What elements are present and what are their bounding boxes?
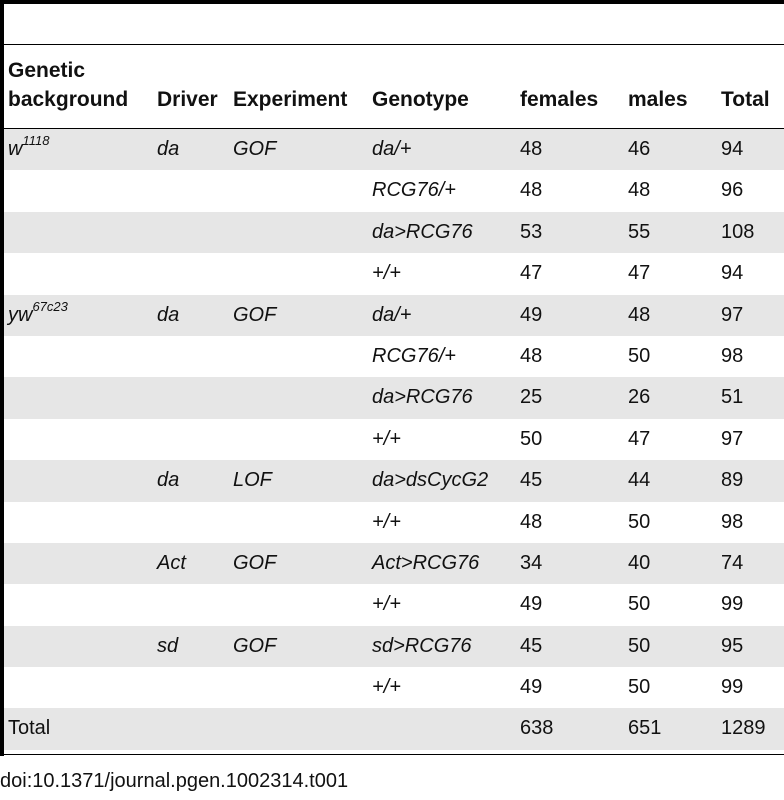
cell-males: 50	[628, 676, 651, 699]
cell-females: 25	[520, 386, 543, 409]
cell-males: 44	[628, 469, 651, 492]
cell-females: 45	[520, 469, 543, 492]
cell-males: 26	[628, 386, 651, 409]
cell-total: 108	[721, 220, 755, 243]
cell-females: 48	[520, 179, 543, 202]
cell-total: 51	[721, 386, 744, 409]
cell-females: 34	[520, 551, 543, 574]
background-name: w	[8, 138, 23, 160]
cell-genotype: +/+	[372, 262, 401, 285]
cell-total: 94	[721, 262, 744, 285]
total-males: 651	[628, 717, 662, 740]
cell-males: 55	[628, 220, 651, 243]
cell-males: 50	[628, 510, 651, 533]
cell-females: 49	[520, 303, 543, 326]
cell-males: 50	[628, 593, 651, 616]
cell-total: 95	[721, 634, 744, 657]
table-row	[4, 253, 784, 294]
table-row	[4, 584, 784, 625]
cell-females: 45	[520, 634, 543, 657]
cell-genotype: da/+	[372, 138, 412, 160]
cell-experiment: GOF	[233, 138, 277, 160]
header-total: Total	[721, 88, 770, 111]
background-name: yw	[8, 303, 33, 326]
cell-driver: da	[157, 138, 180, 160]
cell-genotype: sd>RCG76	[372, 634, 472, 657]
cell-females: 48	[520, 344, 543, 367]
cell-driver: da	[157, 303, 180, 326]
cell-genotype: da>RCG76	[372, 386, 473, 409]
table-row	[4, 129, 784, 170]
cell-females: 48	[520, 138, 543, 160]
cell-experiment: LOF	[233, 469, 272, 492]
table-body	[4, 129, 784, 750]
cell-genotype: RCG76/+	[372, 344, 456, 367]
table-row	[4, 295, 784, 336]
cell-driver: da	[157, 469, 180, 492]
background-superscript: 67c23	[32, 298, 68, 314]
cell-females: 49	[520, 676, 543, 699]
cell-males: 47	[628, 427, 651, 450]
table-row-total	[4, 708, 784, 749]
cell-total: 97	[721, 427, 744, 450]
header-experiment: Experiment	[233, 88, 348, 111]
cell-genotype: +/+	[372, 676, 401, 699]
cell-total: 98	[721, 344, 744, 367]
doi-note: doi:10.1371/journal.pgen.1002314.t001	[0, 770, 349, 792]
cell-females: 49	[520, 593, 543, 616]
cell-total: 94	[721, 138, 744, 160]
cell-total: 98	[721, 510, 744, 533]
header-genetic-background	[8, 56, 128, 114]
cell-genetic-background	[8, 129, 49, 170]
table-row	[4, 460, 784, 501]
cell-males: 50	[628, 344, 651, 367]
table-bottom-rule	[4, 754, 784, 755]
table-row	[4, 419, 784, 460]
cell-driver: Act	[157, 551, 186, 574]
table-row	[4, 626, 784, 667]
header-genetic-background-line1: Genetic	[8, 59, 86, 82]
header-genetic-background-line2: background	[8, 88, 129, 111]
cell-genotype: da>dsCycG2	[372, 469, 489, 492]
cell-females: 53	[520, 220, 543, 243]
cell-genotype: RCG76/+	[372, 179, 456, 202]
cell-genotype: Act>RCG76	[372, 551, 480, 574]
total-total: 1289	[721, 717, 766, 740]
cell-genotype: +/+	[372, 510, 401, 533]
cell-genotype: da>RCG76	[372, 220, 473, 243]
table-row	[4, 667, 784, 708]
table-row	[4, 543, 784, 584]
cell-genotype: da/+	[372, 303, 412, 326]
cell-total: 96	[721, 179, 744, 202]
cell-total: 99	[721, 593, 744, 616]
background-superscript: 1118	[22, 133, 50, 149]
table-row	[4, 377, 784, 418]
cell-genotype: +/+	[372, 427, 401, 450]
cell-total: 74	[721, 551, 744, 574]
table-row	[4, 170, 784, 211]
cell-females: 48	[520, 510, 543, 533]
cell-males: 40	[628, 551, 651, 574]
cell-males: 48	[628, 303, 651, 326]
cell-total: 99	[721, 676, 744, 699]
header-females: females	[520, 88, 599, 111]
cell-females: 47	[520, 262, 543, 285]
cell-experiment: GOF	[233, 303, 277, 326]
table-row	[4, 212, 784, 253]
header-genotype: Genotype	[372, 88, 469, 111]
cell-females: 50	[520, 427, 543, 450]
cell-total: 89	[721, 469, 744, 492]
cell-experiment: GOF	[233, 551, 277, 574]
cell-genetic-background	[8, 295, 68, 336]
total-label: Total	[8, 717, 51, 740]
cell-males: 47	[628, 262, 651, 285]
cell-driver: sd	[157, 634, 179, 657]
cell-experiment: GOF	[233, 634, 277, 657]
cell-males: 48	[628, 179, 651, 202]
top-rule	[4, 0, 784, 4]
table-row	[4, 502, 784, 543]
table-row	[4, 336, 784, 377]
header-males: males	[628, 88, 688, 111]
cell-males: 50	[628, 634, 651, 657]
table-header	[4, 45, 784, 128]
total-females: 638	[520, 717, 554, 740]
cell-males: 46	[628, 138, 651, 160]
cell-total: 97	[721, 303, 744, 326]
header-driver: Driver	[157, 88, 218, 111]
cell-genotype: +/+	[372, 593, 401, 616]
